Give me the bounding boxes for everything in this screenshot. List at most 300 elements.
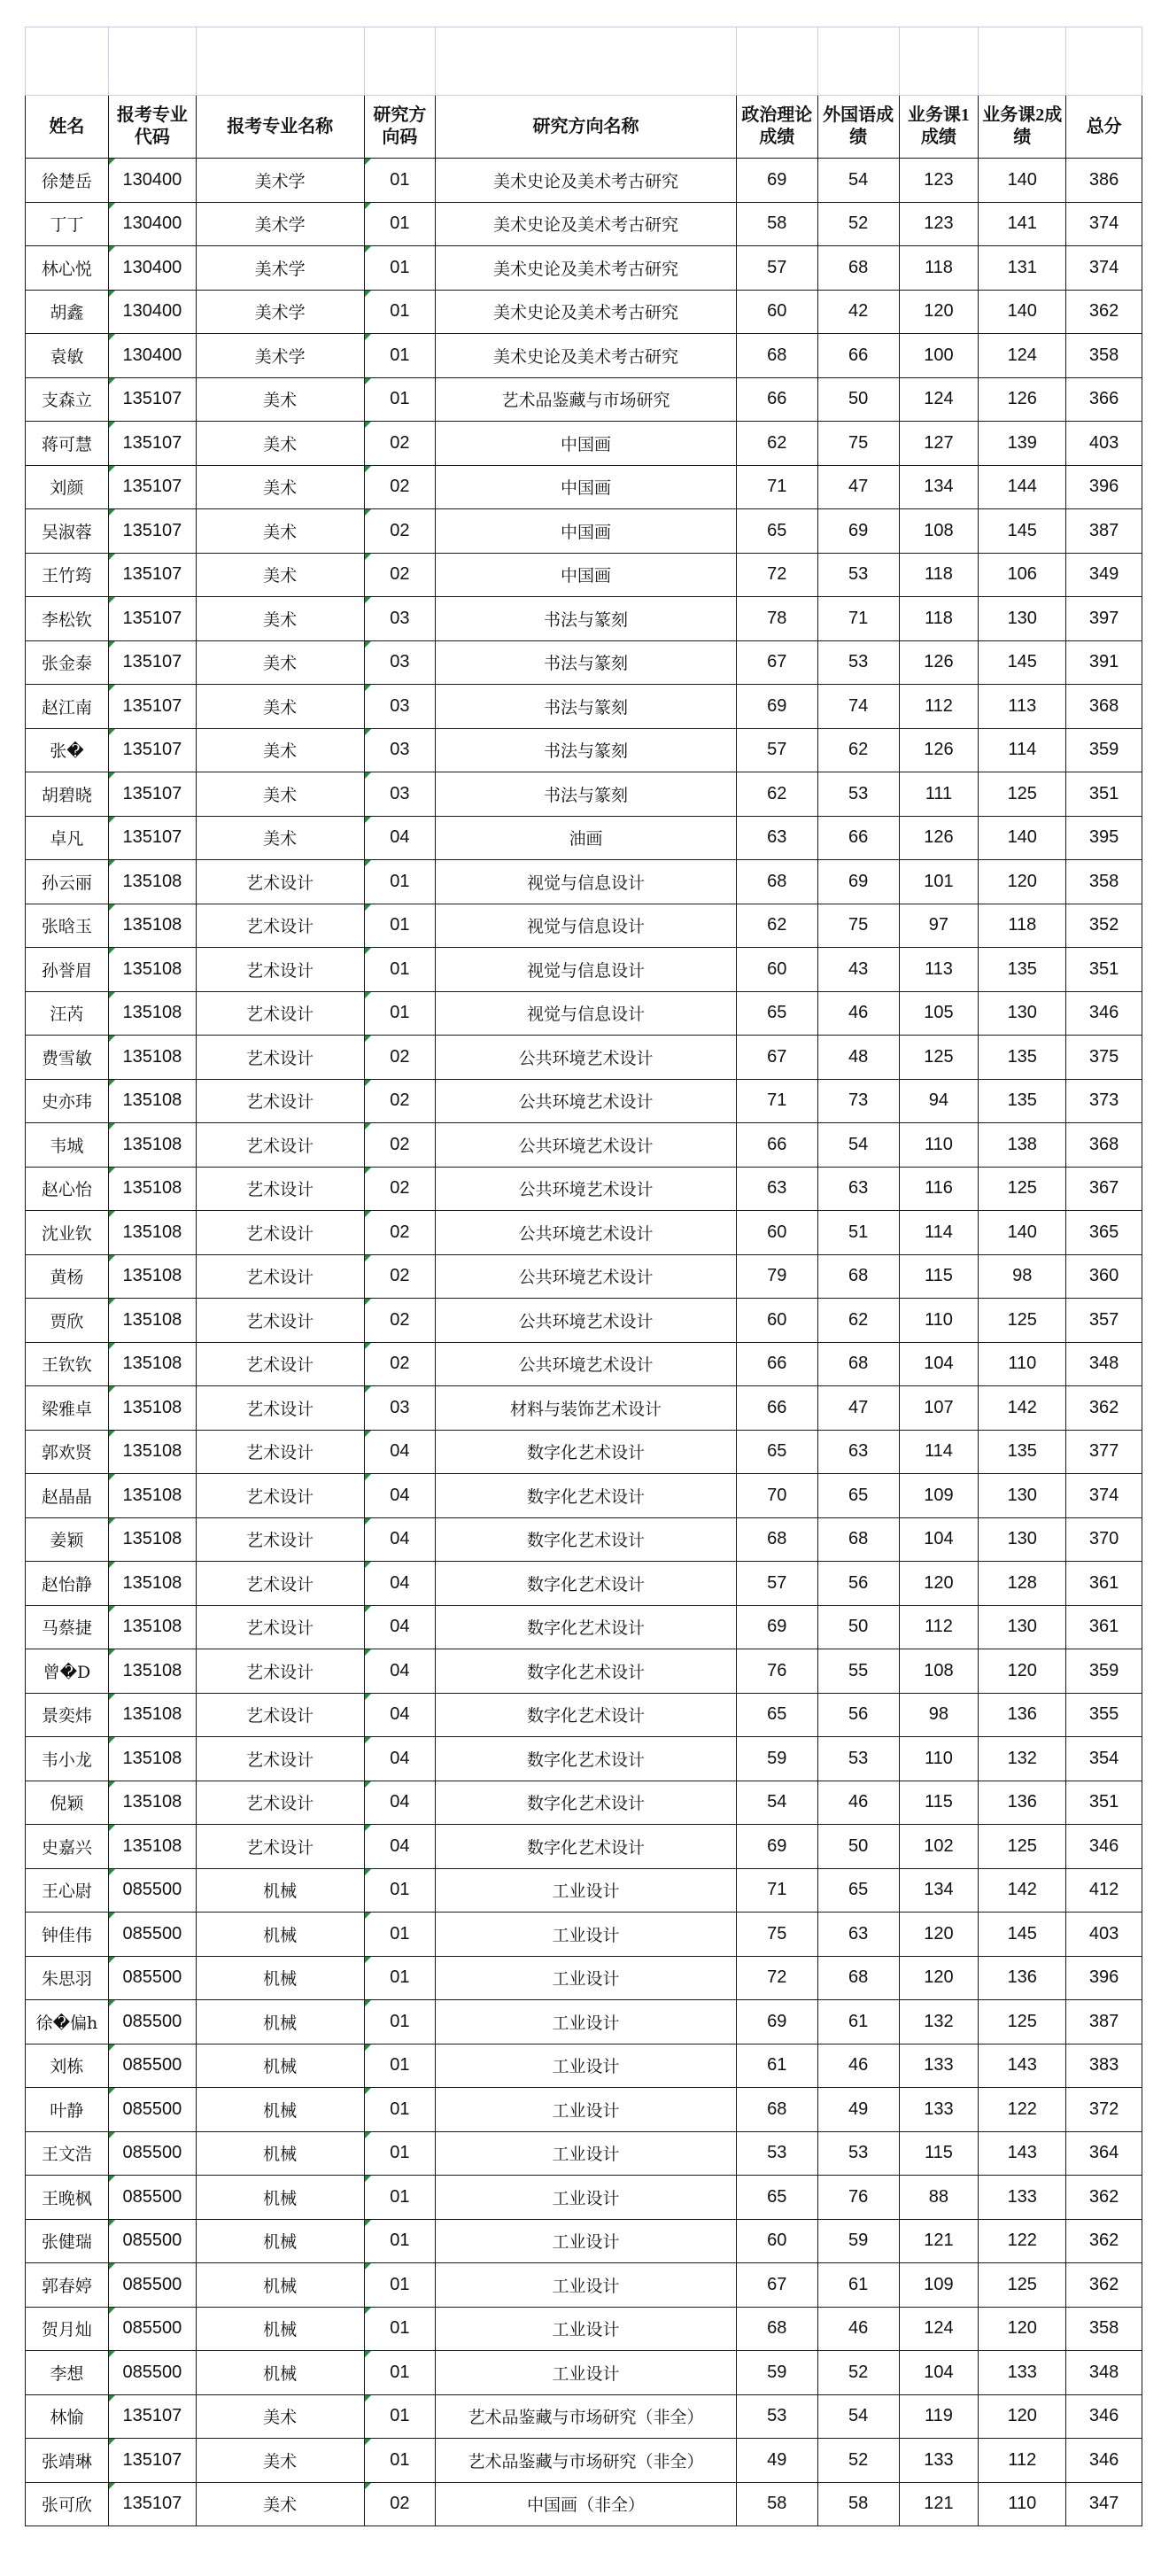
cell-major-code: 135107 bbox=[108, 772, 196, 817]
cell-course1: 97 bbox=[899, 904, 979, 948]
cell-language: 43 bbox=[817, 948, 899, 992]
cell-total: 397 bbox=[1066, 597, 1142, 641]
cell-major-name: 艺术设计 bbox=[196, 1737, 364, 1781]
cell-total: 358 bbox=[1066, 2307, 1142, 2351]
cell-major-name: 艺术设计 bbox=[196, 1342, 364, 1386]
cell-course1: 127 bbox=[899, 422, 979, 466]
cell-direction-name: 中国画 bbox=[436, 422, 737, 466]
cell-major-name: 美术 bbox=[196, 728, 364, 772]
table-row bbox=[26, 422, 1142, 466]
cell-major-code: 135107 bbox=[108, 2439, 196, 2483]
cell-name: 王文浩 bbox=[26, 2131, 109, 2176]
cell-course2: 125 bbox=[979, 2263, 1066, 2308]
table-row bbox=[26, 2394, 1142, 2439]
cell-course1: 121 bbox=[899, 2482, 979, 2526]
header-major-name: 报考专业名称 bbox=[196, 96, 364, 159]
cell-course2: 140 bbox=[979, 1211, 1066, 1255]
cell-politics: 49 bbox=[736, 2439, 817, 2483]
cell-language: 68 bbox=[817, 1254, 899, 1299]
cell-direction-code: 03 bbox=[364, 728, 436, 772]
cell-course2: 125 bbox=[979, 1299, 1066, 1343]
cell-total: 348 bbox=[1066, 1342, 1142, 1386]
cell-major-code: 130400 bbox=[108, 159, 196, 203]
cell-direction-code: 02 bbox=[364, 1211, 436, 1255]
cell-major-name: 机械 bbox=[196, 2088, 364, 2132]
cell-direction-code: 01 bbox=[364, 2176, 436, 2220]
cell-politics: 66 bbox=[736, 1123, 817, 1168]
cell-course1: 133 bbox=[899, 2044, 979, 2088]
cell-major-name: 机械 bbox=[196, 2263, 364, 2308]
cell-direction-name: 中国画（非全） bbox=[436, 2482, 737, 2526]
cell-language: 61 bbox=[817, 2263, 899, 2308]
cell-politics: 60 bbox=[736, 1299, 817, 1343]
cell-major-name: 艺术设计 bbox=[196, 1649, 364, 1694]
cell-direction-name: 数字化艺术设计 bbox=[436, 1562, 737, 1606]
cell-major-code: 135108 bbox=[108, 1299, 196, 1343]
cell-language: 59 bbox=[817, 2219, 899, 2263]
cell-language: 75 bbox=[817, 904, 899, 948]
cell-course1: 116 bbox=[899, 1167, 979, 1211]
table-row bbox=[26, 640, 1142, 685]
cell-name: 梁雅卓 bbox=[26, 1386, 109, 1431]
cell-course2: 133 bbox=[979, 2351, 1066, 2395]
cell-politics: 60 bbox=[736, 2219, 817, 2263]
cell-name: 马蔡捷 bbox=[26, 1605, 109, 1649]
cell-direction-name: 书法与篆刻 bbox=[436, 640, 737, 685]
cell-language: 47 bbox=[817, 1386, 899, 1431]
cell-name: 贾欣 bbox=[26, 1299, 109, 1343]
cell-course1: 109 bbox=[899, 1474, 979, 1518]
cell-major-code: 085500 bbox=[108, 2351, 196, 2395]
cell-total: 346 bbox=[1066, 2439, 1142, 2483]
cell-direction-name: 中国画 bbox=[436, 465, 737, 509]
cell-major-name: 艺术设计 bbox=[196, 1299, 364, 1343]
cell-major-code: 130400 bbox=[108, 202, 196, 246]
cell-major-name: 机械 bbox=[196, 2044, 364, 2088]
header-direction-code: 研究方向码 bbox=[364, 96, 436, 159]
cell-major-code: 135107 bbox=[108, 509, 196, 554]
table-row bbox=[26, 948, 1142, 992]
cell-total: 383 bbox=[1066, 2044, 1142, 2088]
cell-direction-name: 中国画 bbox=[436, 509, 737, 554]
cell-direction-name: 书法与篆刻 bbox=[436, 772, 737, 817]
table-row bbox=[26, 2044, 1142, 2088]
cell-direction-name: 艺术品鉴藏与市场研究 bbox=[436, 377, 737, 422]
table-row bbox=[26, 1474, 1142, 1518]
cell-total: 368 bbox=[1066, 1123, 1142, 1168]
cell-politics: 58 bbox=[736, 202, 817, 246]
cell-politics: 65 bbox=[736, 991, 817, 1036]
cell-course1: 114 bbox=[899, 1211, 979, 1255]
cell-course1: 94 bbox=[899, 1079, 979, 1123]
table-row bbox=[26, 2131, 1142, 2176]
cell-major-name: 美术 bbox=[196, 597, 364, 641]
cell-language: 53 bbox=[817, 553, 899, 597]
cell-name: 李想 bbox=[26, 2351, 109, 2395]
cell-direction-code: 01 bbox=[364, 2263, 436, 2308]
cell-course2: 132 bbox=[979, 1737, 1066, 1781]
cell-major-name: 艺术设计 bbox=[196, 904, 364, 948]
cell-direction-name: 工业设计 bbox=[436, 2044, 737, 2088]
cell-direction-name: 工业设计 bbox=[436, 1956, 737, 2000]
cell-name: 徐楚岳 bbox=[26, 159, 109, 203]
cell-major-code: 135108 bbox=[108, 904, 196, 948]
cell-total: 359 bbox=[1066, 728, 1142, 772]
table-row bbox=[26, 2000, 1142, 2045]
cell-language: 51 bbox=[817, 1211, 899, 1255]
cell-direction-name: 工业设计 bbox=[436, 2131, 737, 2176]
cell-name: 倪颖 bbox=[26, 1781, 109, 1825]
cell-name: 林愉 bbox=[26, 2394, 109, 2439]
cell-total: 346 bbox=[1066, 2394, 1142, 2439]
cell-language: 54 bbox=[817, 2394, 899, 2439]
cell-direction-code: 01 bbox=[364, 1913, 436, 1957]
table-row bbox=[26, 1079, 1142, 1123]
cell-language: 46 bbox=[817, 1781, 899, 1825]
cell-language: 68 bbox=[817, 1342, 899, 1386]
cell-total: 361 bbox=[1066, 1605, 1142, 1649]
cell-politics: 68 bbox=[736, 860, 817, 904]
cell-major-name: 美术 bbox=[196, 2439, 364, 2483]
table-row bbox=[26, 2307, 1142, 2351]
cell-course2: 98 bbox=[979, 1254, 1066, 1299]
cell-politics: 76 bbox=[736, 1649, 817, 1694]
cell-course2: 128 bbox=[979, 1562, 1066, 1606]
cell-language: 53 bbox=[817, 640, 899, 685]
cell-major-name: 美术学 bbox=[196, 246, 364, 291]
cell-major-name: 美术 bbox=[196, 465, 364, 509]
cell-course2: 130 bbox=[979, 1474, 1066, 1518]
cell-language: 46 bbox=[817, 2307, 899, 2351]
cell-total: 359 bbox=[1066, 1649, 1142, 1694]
cell-course2: 131 bbox=[979, 246, 1066, 291]
cell-direction-code: 01 bbox=[364, 991, 436, 1036]
cell-name: 丁丁 bbox=[26, 202, 109, 246]
cell-direction-code: 01 bbox=[364, 2131, 436, 2176]
cell-course1: 118 bbox=[899, 553, 979, 597]
cell-direction-name: 美术史论及美术考古研究 bbox=[436, 290, 737, 334]
cell-language: 48 bbox=[817, 1036, 899, 1080]
cell-language: 53 bbox=[817, 772, 899, 817]
cell-course2: 135 bbox=[979, 1430, 1066, 1474]
cell-direction-name: 工业设计 bbox=[436, 2000, 737, 2045]
cell-language: 62 bbox=[817, 728, 899, 772]
cell-course2: 120 bbox=[979, 2394, 1066, 2439]
cell-direction-code: 01 bbox=[364, 334, 436, 378]
cell-politics: 63 bbox=[736, 816, 817, 860]
cell-major-code: 135108 bbox=[108, 1123, 196, 1168]
cell-total: 355 bbox=[1066, 1693, 1142, 1737]
header-major-code: 报考专业代码 bbox=[108, 96, 196, 159]
cell-language: 53 bbox=[817, 1737, 899, 1781]
cell-course1: 125 bbox=[899, 1036, 979, 1080]
cell-course1: 115 bbox=[899, 1781, 979, 1825]
cell-name: 史嘉兴 bbox=[26, 1825, 109, 1869]
cell-politics: 71 bbox=[736, 1868, 817, 1913]
cell-course2: 139 bbox=[979, 422, 1066, 466]
cell-total: 346 bbox=[1066, 1825, 1142, 1869]
cell-direction-code: 02 bbox=[364, 1299, 436, 1343]
cell-politics: 57 bbox=[736, 1562, 817, 1606]
cell-politics: 59 bbox=[736, 1737, 817, 1781]
cell-name: 王晚枫 bbox=[26, 2176, 109, 2220]
cell-direction-name: 公共环境艺术设计 bbox=[436, 1167, 737, 1211]
cell-major-name: 美术 bbox=[196, 377, 364, 422]
cell-course1: 124 bbox=[899, 377, 979, 422]
cell-course1: 134 bbox=[899, 465, 979, 509]
cell-direction-code: 02 bbox=[364, 1079, 436, 1123]
cell-name: 张可欣 bbox=[26, 2482, 109, 2526]
cell-major-code: 085500 bbox=[108, 2044, 196, 2088]
cell-course2: 113 bbox=[979, 685, 1066, 729]
cell-major-code: 135108 bbox=[108, 1693, 196, 1737]
cell-total: 349 bbox=[1066, 553, 1142, 597]
cell-name: 史亦玮 bbox=[26, 1079, 109, 1123]
cell-course2: 122 bbox=[979, 2088, 1066, 2132]
table-row bbox=[26, 246, 1142, 291]
cell-major-name: 艺术设计 bbox=[196, 1386, 364, 1431]
cell-direction-name: 书法与篆刻 bbox=[436, 728, 737, 772]
cell-major-name: 机械 bbox=[196, 2351, 364, 2395]
cell-course2: 125 bbox=[979, 1825, 1066, 1869]
cell-course1: 121 bbox=[899, 2219, 979, 2263]
cell-total: 387 bbox=[1066, 509, 1142, 554]
cell-course2: 141 bbox=[979, 202, 1066, 246]
header-course1-score: 业务课1成绩 bbox=[899, 96, 979, 159]
cell-politics: 69 bbox=[736, 1605, 817, 1649]
cell-politics: 66 bbox=[736, 377, 817, 422]
table-row bbox=[26, 1167, 1142, 1211]
cell-name: 汪芮 bbox=[26, 991, 109, 1036]
table-row bbox=[26, 202, 1142, 246]
cell-direction-code: 04 bbox=[364, 1825, 436, 1869]
cell-major-name: 艺术设计 bbox=[196, 1167, 364, 1211]
cell-direction-code: 01 bbox=[364, 202, 436, 246]
cell-direction-code: 04 bbox=[364, 816, 436, 860]
cell-name: 赵江南 bbox=[26, 685, 109, 729]
cell-major-code: 130400 bbox=[108, 334, 196, 378]
cell-course1: 133 bbox=[899, 2439, 979, 2483]
cell-course2: 140 bbox=[979, 159, 1066, 203]
cell-name: 曾�D bbox=[26, 1649, 109, 1694]
cell-direction-name: 工业设计 bbox=[436, 2219, 737, 2263]
cell-course2: 106 bbox=[979, 553, 1066, 597]
cell-direction-code: 01 bbox=[364, 377, 436, 422]
cell-direction-code: 02 bbox=[364, 465, 436, 509]
cell-direction-name: 数字化艺术设计 bbox=[436, 1781, 737, 1825]
header-course2-score: 业务课2成绩 bbox=[979, 96, 1066, 159]
table-row bbox=[26, 290, 1142, 334]
cell-name: 叶静 bbox=[26, 2088, 109, 2132]
table-row bbox=[26, 1562, 1142, 1606]
cell-course2: 143 bbox=[979, 2131, 1066, 2176]
cell-language: 61 bbox=[817, 2000, 899, 2045]
cell-major-code: 130400 bbox=[108, 290, 196, 334]
table-row bbox=[26, 1781, 1142, 1825]
cell-direction-name: 工业设计 bbox=[436, 1868, 737, 1913]
cell-direction-code: 01 bbox=[364, 2044, 436, 2088]
cell-direction-code: 01 bbox=[364, 290, 436, 334]
cell-course1: 101 bbox=[899, 860, 979, 904]
cell-name: 刘栋 bbox=[26, 2044, 109, 2088]
cell-name: 王竹筠 bbox=[26, 553, 109, 597]
cell-course2: 125 bbox=[979, 772, 1066, 817]
cell-politics: 62 bbox=[736, 422, 817, 466]
cell-total: 395 bbox=[1066, 816, 1142, 860]
cell-major-name: 美术 bbox=[196, 685, 364, 729]
table-row bbox=[26, 816, 1142, 860]
cell-direction-code: 02 bbox=[364, 1342, 436, 1386]
table-row bbox=[26, 377, 1142, 422]
cell-politics: 65 bbox=[736, 1693, 817, 1737]
cell-course1: 120 bbox=[899, 1562, 979, 1606]
cell-politics: 69 bbox=[736, 1825, 817, 1869]
cell-major-name: 艺术设计 bbox=[196, 948, 364, 992]
cell-direction-code: 03 bbox=[364, 1386, 436, 1431]
cell-language: 46 bbox=[817, 2044, 899, 2088]
cell-course2: 136 bbox=[979, 1781, 1066, 1825]
cell-direction-code: 02 bbox=[364, 1123, 436, 1168]
cell-major-name: 美术 bbox=[196, 509, 364, 554]
cell-direction-code: 01 bbox=[364, 2439, 436, 2483]
cell-direction-code: 03 bbox=[364, 685, 436, 729]
cell-total: 362 bbox=[1066, 2219, 1142, 2263]
cell-total: 370 bbox=[1066, 1517, 1142, 1562]
cell-course1: 112 bbox=[899, 1605, 979, 1649]
table-row bbox=[26, 1913, 1142, 1957]
cell-total: 362 bbox=[1066, 2263, 1142, 2308]
cell-major-name: 美术 bbox=[196, 553, 364, 597]
cell-course1: 102 bbox=[899, 1825, 979, 1869]
cell-name: 赵怡静 bbox=[26, 1562, 109, 1606]
cell-name: 张� bbox=[26, 728, 109, 772]
cell-language: 75 bbox=[817, 422, 899, 466]
cell-name: 张晗玉 bbox=[26, 904, 109, 948]
cell-language: 66 bbox=[817, 816, 899, 860]
table-row bbox=[26, 1036, 1142, 1080]
table-row bbox=[26, 1868, 1142, 1913]
cell-language: 54 bbox=[817, 1123, 899, 1168]
cell-course1: 126 bbox=[899, 728, 979, 772]
cell-language: 73 bbox=[817, 1079, 899, 1123]
cell-major-name: 艺术设计 bbox=[196, 1123, 364, 1168]
cell-direction-code: 01 bbox=[364, 2307, 436, 2351]
cell-major-code: 085500 bbox=[108, 1956, 196, 2000]
cell-politics: 53 bbox=[736, 2394, 817, 2439]
cell-major-name: 艺术设计 bbox=[196, 991, 364, 1036]
cell-name: 王心尉 bbox=[26, 1868, 109, 1913]
cell-major-code: 135108 bbox=[108, 1517, 196, 1562]
cell-politics: 65 bbox=[736, 509, 817, 554]
cell-major-code: 135108 bbox=[108, 1079, 196, 1123]
cell-course2: 145 bbox=[979, 640, 1066, 685]
cell-course2: 145 bbox=[979, 1913, 1066, 1957]
cell-course2: 142 bbox=[979, 1868, 1066, 1913]
cell-name: 卓凡 bbox=[26, 816, 109, 860]
cell-politics: 68 bbox=[736, 334, 817, 378]
cell-major-name: 艺术设计 bbox=[196, 1825, 364, 1869]
cell-major-name: 美术 bbox=[196, 2482, 364, 2526]
cell-major-name: 艺术设计 bbox=[196, 1036, 364, 1080]
cell-major-code: 085500 bbox=[108, 2000, 196, 2045]
table-row bbox=[26, 728, 1142, 772]
cell-total: 372 bbox=[1066, 2088, 1142, 2132]
cell-direction-code: 01 bbox=[364, 904, 436, 948]
cell-course1: 123 bbox=[899, 159, 979, 203]
cell-politics: 60 bbox=[736, 1211, 817, 1255]
cell-course2: 130 bbox=[979, 597, 1066, 641]
cell-politics: 66 bbox=[736, 1342, 817, 1386]
cell-major-name: 美术 bbox=[196, 640, 364, 685]
table-row bbox=[26, 2176, 1142, 2220]
cell-course1: 120 bbox=[899, 1956, 979, 2000]
cell-major-code: 135107 bbox=[108, 728, 196, 772]
cell-direction-name: 美术史论及美术考古研究 bbox=[436, 202, 737, 246]
table-row bbox=[26, 509, 1142, 554]
table-row bbox=[26, 1254, 1142, 1299]
cell-politics: 63 bbox=[736, 1167, 817, 1211]
cell-language: 68 bbox=[817, 1956, 899, 2000]
cell-politics: 62 bbox=[736, 904, 817, 948]
score-table bbox=[25, 27, 1142, 2526]
cell-name: 景奕炜 bbox=[26, 1693, 109, 1737]
cell-major-name: 艺术设计 bbox=[196, 1693, 364, 1737]
cell-language: 42 bbox=[817, 290, 899, 334]
cell-total: 374 bbox=[1066, 246, 1142, 291]
cell-course2: 130 bbox=[979, 1517, 1066, 1562]
cell-major-code: 135108 bbox=[108, 1386, 196, 1431]
cell-direction-code: 04 bbox=[364, 1649, 436, 1694]
cell-major-name: 艺术设计 bbox=[196, 1781, 364, 1825]
cell-total: 375 bbox=[1066, 1036, 1142, 1080]
cell-politics: 69 bbox=[736, 2000, 817, 2045]
cell-language: 54 bbox=[817, 159, 899, 203]
cell-course2: 125 bbox=[979, 2000, 1066, 2045]
cell-major-code: 135107 bbox=[108, 465, 196, 509]
cell-course1: 110 bbox=[899, 1299, 979, 1343]
cell-direction-name: 数字化艺术设计 bbox=[436, 1430, 737, 1474]
cell-direction-name: 公共环境艺术设计 bbox=[436, 1123, 737, 1168]
cell-total: 377 bbox=[1066, 1430, 1142, 1474]
cell-course1: 133 bbox=[899, 2088, 979, 2132]
cell-major-code: 085500 bbox=[108, 2131, 196, 2176]
table-row bbox=[26, 2263, 1142, 2308]
cell-direction-code: 01 bbox=[364, 2000, 436, 2045]
cell-politics: 59 bbox=[736, 2351, 817, 2395]
cell-total: 351 bbox=[1066, 772, 1142, 817]
cell-total: 354 bbox=[1066, 1737, 1142, 1781]
table-row bbox=[26, 553, 1142, 597]
cell-name: 胡碧晓 bbox=[26, 772, 109, 817]
cell-major-code: 085500 bbox=[108, 2307, 196, 2351]
cell-course1: 112 bbox=[899, 685, 979, 729]
cell-major-code: 135108 bbox=[108, 1474, 196, 1518]
cell-name: 郭春婷 bbox=[26, 2263, 109, 2308]
cell-major-code: 085500 bbox=[108, 2088, 196, 2132]
table-row bbox=[26, 1386, 1142, 1431]
cell-course1: 100 bbox=[899, 334, 979, 378]
cell-course1: 120 bbox=[899, 1913, 979, 1957]
cell-direction-code: 01 bbox=[364, 2351, 436, 2395]
cell-course2: 110 bbox=[979, 1342, 1066, 1386]
cell-direction-code: 04 bbox=[364, 1781, 436, 1825]
cell-major-name: 艺术设计 bbox=[196, 1562, 364, 1606]
cell-politics: 54 bbox=[736, 1781, 817, 1825]
table-row bbox=[26, 334, 1142, 378]
cell-course2: 112 bbox=[979, 2439, 1066, 2483]
cell-name: 姜颖 bbox=[26, 1517, 109, 1562]
cell-course1: 123 bbox=[899, 202, 979, 246]
